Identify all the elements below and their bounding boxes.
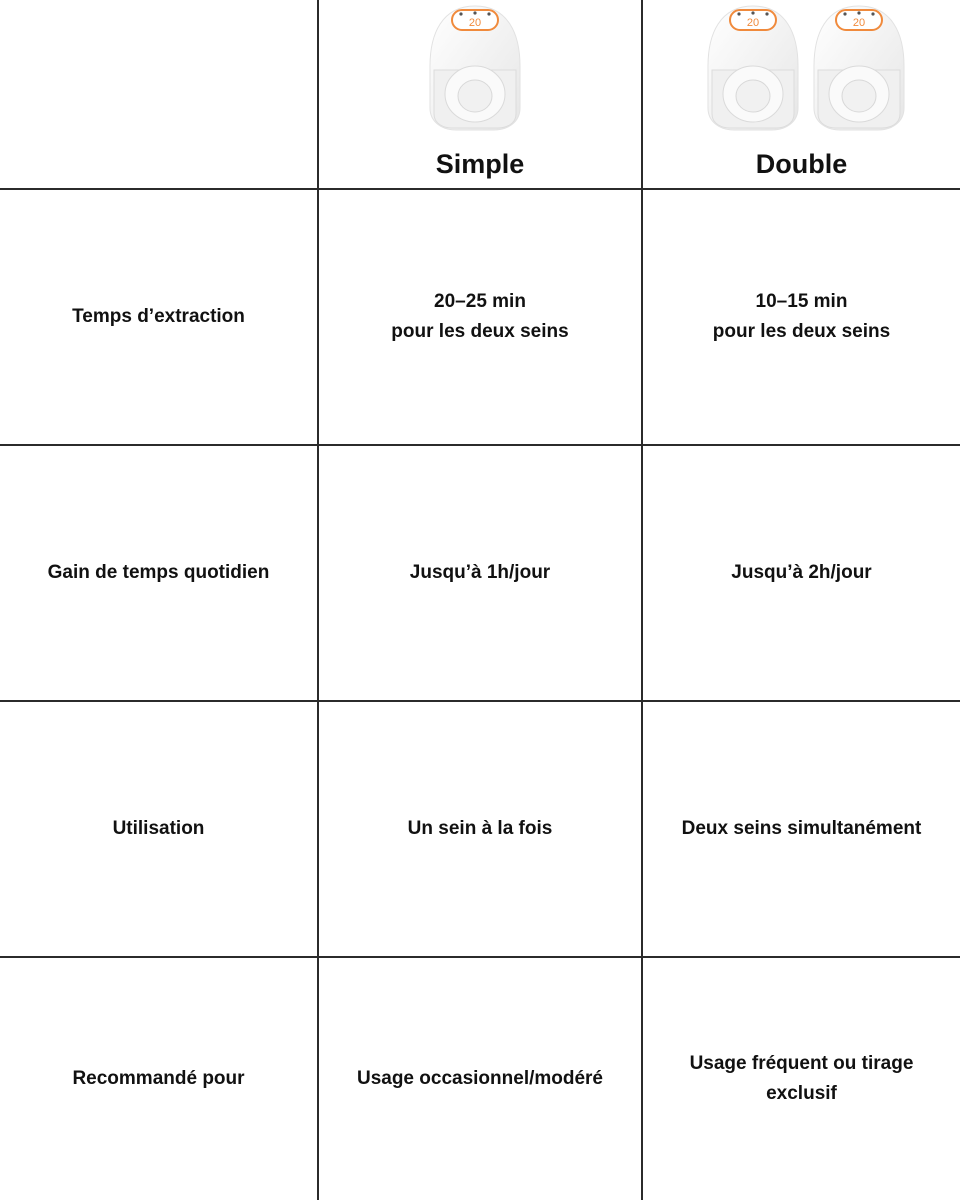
header-simple-title: Simple bbox=[435, 148, 525, 179]
breast-pump-icon bbox=[428, 4, 522, 132]
cell-simple-extraction-time bbox=[319, 190, 641, 444]
header-double-title: Double bbox=[755, 148, 848, 179]
row-label-usage: Utilisation bbox=[112, 818, 205, 839]
cell-line: Usage fréquent ou tirage bbox=[689, 1053, 914, 1074]
cell-line: pour les deux seins bbox=[391, 321, 569, 342]
row-label-daily-time-saving: Gain de temps quotidien bbox=[47, 562, 270, 583]
cell-simple-daily-time-saving: Jusqu’à 1h/jour bbox=[409, 562, 551, 583]
cell-double-recommended-for bbox=[643, 958, 960, 1200]
cell-double-usage: Deux seins simultanément bbox=[681, 818, 922, 839]
cell-line: pour les deux seins bbox=[712, 321, 891, 342]
svg-text:20: 20 bbox=[746, 17, 760, 29]
svg-text:20: 20 bbox=[852, 17, 866, 29]
cell-simple-recommended-for: Usage occasionnel/modéré bbox=[356, 1068, 604, 1089]
cell-line: 10–15 min bbox=[755, 291, 848, 312]
cell-double-daily-time-saving: Jusqu’à 2h/jour bbox=[731, 562, 872, 583]
cell-line: exclusif bbox=[766, 1083, 837, 1104]
cell-simple-usage: Un sein à la fois bbox=[407, 818, 553, 839]
row-label-extraction-time: Temps d’extraction bbox=[72, 306, 245, 327]
breast-pump-icon-right bbox=[812, 4, 906, 132]
svg-text:20: 20 bbox=[468, 17, 482, 29]
row-label-recommended-for: Recommandé pour bbox=[72, 1068, 245, 1089]
cell-double-extraction-time bbox=[643, 190, 960, 444]
breast-pump-icon-left bbox=[706, 4, 800, 132]
cell-line: 20–25 min bbox=[434, 291, 526, 312]
